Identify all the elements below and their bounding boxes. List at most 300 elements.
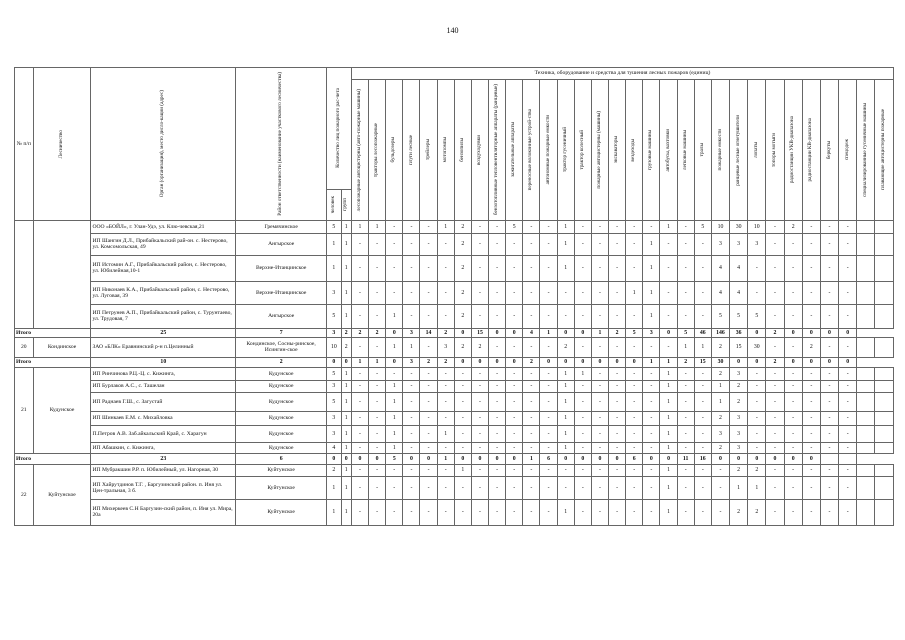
equipment-value: -: [540, 367, 557, 380]
equipment-value: -: [766, 281, 784, 304]
equipment-value: -: [839, 367, 857, 380]
equipment-value: -: [766, 464, 784, 476]
equipment-value: 0: [591, 453, 608, 464]
equipment-value: -: [643, 337, 660, 357]
org-address: ЗАО «БЛК» Еравнинский р-н п.Целинный: [91, 337, 236, 357]
equipment-value: [875, 337, 894, 357]
equipment-value: -: [471, 220, 488, 233]
equipment-value: -: [766, 392, 784, 411]
equipment-value: 36: [730, 328, 748, 337]
equipment-value: -: [802, 367, 820, 380]
equipment-value: 0: [369, 453, 386, 464]
equipment-value: -: [677, 425, 694, 442]
equipment-value: -: [591, 281, 608, 304]
people-count: 1: [327, 255, 341, 281]
equipment-value: -: [609, 255, 626, 281]
equipment-value: -: [748, 281, 766, 304]
equipment-value: -: [643, 380, 660, 392]
header-equipment-col: спецодеж: [839, 80, 857, 221]
equipment-value: 1: [386, 425, 403, 442]
equipment-value: 2: [420, 357, 437, 367]
header-equipment-col: ранцевые лесные огнетушители: [730, 80, 748, 221]
equipment-value: -: [420, 499, 437, 525]
equipment-value: -: [489, 442, 506, 453]
equipment-value: [875, 304, 894, 328]
groups-count: 1: [341, 476, 351, 499]
equipment-value: [875, 499, 894, 525]
equipment-value: -: [784, 281, 802, 304]
equipment-value: -: [694, 464, 711, 476]
equipment-value: 2: [748, 499, 766, 525]
equipment-value: -: [820, 337, 838, 357]
equipment-value: 2: [609, 328, 626, 337]
equipment-value: -: [626, 425, 643, 442]
equipment-value: 5: [677, 328, 694, 337]
equipment-value: -: [523, 233, 540, 255]
equipment-value: -: [471, 380, 488, 392]
header-forestry: Лесничество: [33, 68, 91, 221]
equipment-value: 0: [557, 453, 574, 464]
equipment-value: 2: [369, 328, 386, 337]
equipment-value: -: [626, 255, 643, 281]
groups-count: 2: [236, 357, 327, 367]
header-people: человек: [327, 189, 341, 220]
header-equipment-col: грузовые машины: [643, 80, 660, 221]
equipment-value: -: [694, 442, 711, 453]
equipment-value: 1: [643, 281, 660, 304]
responsibility-area: Кудунское: [236, 425, 327, 442]
people-count: 1: [327, 233, 341, 255]
equipment-value: -: [506, 304, 523, 328]
org-address: ИП Шангин Д.Л., Прибайкальский рай-он. с. Нестерово, ул. Комсомольская, 49: [91, 233, 236, 255]
equipment-value: 3: [730, 411, 748, 425]
equipment-value: 3: [711, 233, 729, 255]
equipment-value: [857, 425, 875, 442]
equipment-value: 3: [730, 442, 748, 453]
equipment-value: [857, 392, 875, 411]
equipment-value: 5: [748, 304, 766, 328]
equipment-value: -: [784, 304, 802, 328]
equipment-value: 1: [748, 476, 766, 499]
equipment-value: -: [802, 425, 820, 442]
equipment-value: -: [437, 392, 454, 411]
equipment-value: -: [506, 337, 523, 357]
equipment-value: -: [523, 476, 540, 499]
equipment-value: -: [766, 233, 784, 255]
equipment-value: -: [784, 380, 802, 392]
equipment-value: 3: [711, 425, 729, 442]
equipment-value: -: [523, 337, 540, 357]
header-equipment-col: специализированные гусеничные машины: [857, 80, 875, 221]
equipment-value: 1: [557, 411, 574, 425]
row-number: 20: [15, 337, 34, 357]
equipment-value: -: [437, 411, 454, 425]
equipment-value: -: [839, 380, 857, 392]
header-equipment-col: зажигательные аппараты: [506, 80, 523, 221]
people-count: 5: [327, 392, 341, 411]
equipment-value: -: [420, 411, 437, 425]
equipment-value: -: [802, 304, 820, 328]
table-row: [15, 411, 894, 425]
equipment-value: -: [820, 367, 838, 380]
equipment-value: [857, 411, 875, 425]
equipment-value: -: [748, 380, 766, 392]
equipment-value: 1: [351, 357, 368, 367]
equipment-value: -: [369, 442, 386, 453]
groups-count: 1: [341, 367, 351, 380]
equipment-value: 1: [643, 357, 660, 367]
equipment-value: -: [784, 233, 802, 255]
equipment-value: -: [643, 392, 660, 411]
equipment-value: -: [540, 304, 557, 328]
equipment-value: -: [351, 411, 368, 425]
equipment-value: -: [677, 476, 694, 499]
equipment-value: -: [540, 442, 557, 453]
equipment-value: -: [574, 425, 591, 442]
people-count: 3: [327, 380, 341, 392]
equipment-value: 2: [711, 442, 729, 453]
equipment-value: 1: [557, 499, 574, 525]
equipment-value: -: [386, 367, 403, 380]
equipment-value: 0: [626, 357, 643, 367]
equipment-value: -: [523, 411, 540, 425]
equipment-value: -: [574, 476, 591, 499]
equipment-value: 2: [711, 367, 729, 380]
header-no: № п/п: [15, 68, 34, 221]
equipment-value: -: [677, 220, 694, 233]
equipment-value: [875, 476, 894, 499]
header-personnel: Количество лиц пожарного рас-чета: [327, 68, 352, 190]
equipment-value: -: [471, 367, 488, 380]
equipment-value: -: [437, 255, 454, 281]
equipment-value: 1: [351, 220, 368, 233]
equipment-value: 3: [403, 328, 420, 337]
equipment-value: -: [471, 255, 488, 281]
equipment-value: -: [626, 220, 643, 233]
equipment-value: 0: [839, 328, 857, 337]
equipment-value: -: [609, 442, 626, 453]
equipment-value: -: [403, 464, 420, 476]
equipment-value: -: [369, 380, 386, 392]
org-address: ИП Никонаев К.А., Прибайкальский район, с. Нестерово, ул. Луговая, 39: [91, 281, 236, 304]
equipment-value: 0: [748, 357, 766, 367]
equipment-value: -: [420, 464, 437, 476]
header-equipment-col: пожарные автоцистерны (машины): [591, 80, 608, 221]
people-count: 23: [91, 453, 236, 464]
equipment-value: 1: [660, 392, 677, 411]
equipment-value: 0: [506, 357, 523, 367]
equipment-value: -: [420, 220, 437, 233]
equipment-value: -: [839, 337, 857, 357]
equipment-value: 0: [557, 328, 574, 337]
equipment-value: 30: [711, 357, 729, 367]
equipment-value: -: [523, 425, 540, 442]
equipment-value: 0: [784, 328, 802, 337]
equipment-value: -: [523, 499, 540, 525]
equipment-value: 0: [591, 357, 608, 367]
equipment-value: -: [437, 233, 454, 255]
equipment-value: 2: [730, 380, 748, 392]
equipment-value: 5: [506, 220, 523, 233]
equipment-value: [857, 442, 875, 453]
equipment-value: 2: [711, 411, 729, 425]
equipment-value: -: [820, 425, 838, 442]
equipment-value: -: [591, 233, 608, 255]
equipment-value: -: [437, 281, 454, 304]
equipment-value: -: [574, 337, 591, 357]
table-row: [15, 255, 894, 281]
equipment-value: -: [403, 499, 420, 525]
header-org: Орган (организация), место дисло-кации (адрес): [91, 68, 236, 221]
equipment-value: -: [660, 255, 677, 281]
equipment-value: 1: [643, 233, 660, 255]
equipment-value: -: [471, 442, 488, 453]
equipment-value: -: [557, 304, 574, 328]
equipment-value: 0: [489, 357, 506, 367]
equipment-value: 0: [660, 328, 677, 337]
responsibility-area: Ангырское: [236, 304, 327, 328]
equipment-value: 3: [327, 328, 341, 337]
equipment-value: 0: [341, 453, 351, 464]
equipment-value: -: [454, 499, 471, 525]
responsibility-area: Кудунское: [236, 367, 327, 380]
equipment-value: -: [802, 476, 820, 499]
people-count: 2: [327, 464, 341, 476]
equipment-value: 0: [471, 357, 488, 367]
equipment-value: -: [694, 411, 711, 425]
equipment-value: -: [694, 392, 711, 411]
header-equipment-col: легковые машины: [677, 80, 694, 221]
equipment-value: 0: [730, 357, 748, 367]
equipment-value: -: [802, 499, 820, 525]
groups-count: 7: [236, 328, 327, 337]
equipment-value: -: [489, 233, 506, 255]
equipment-value: 3: [730, 367, 748, 380]
equipment-value: [857, 281, 875, 304]
org-address: ИП Истомин А.Г., Прибайкальский район, с. Нестерово, ул. Юбилейная,10-1: [91, 255, 236, 281]
equipment-value: -: [711, 499, 729, 525]
header-equipment-col: беркуты: [820, 80, 838, 221]
equipment-value: 5: [711, 304, 729, 328]
equipment-value: -: [694, 281, 711, 304]
equipment-value: -: [820, 304, 838, 328]
equipment-value: 1: [730, 476, 748, 499]
equipment-value: -: [802, 220, 820, 233]
equipment-value: -: [820, 380, 838, 392]
equipment-value: -: [523, 464, 540, 476]
equipment-value: -: [626, 380, 643, 392]
equipment-value: -: [369, 304, 386, 328]
equipment-value: 2: [557, 337, 574, 357]
equipment-value: -: [386, 281, 403, 304]
equipment-value: [875, 367, 894, 380]
equipment-value: 1: [437, 425, 454, 442]
header-equipment-col: тракторы лесопожарные: [369, 80, 386, 221]
equipment-value: [875, 411, 894, 425]
equipment-value: -: [660, 281, 677, 304]
header-equipment-col: тралы: [694, 80, 711, 221]
equipment-value: -: [609, 499, 626, 525]
equipment-value: -: [626, 411, 643, 425]
table-row: [15, 220, 894, 233]
equipment-value: -: [839, 476, 857, 499]
equipment-value: -: [369, 411, 386, 425]
equipment-value: 1: [386, 411, 403, 425]
equipment-value: [875, 281, 894, 304]
equipment-value: 1: [643, 255, 660, 281]
equipment-value: 0: [711, 453, 729, 464]
responsibility-area: Куйтунское: [236, 464, 327, 476]
equipment-value: -: [591, 476, 608, 499]
responsibility-area: Кондинское, Сосны-ринское, Исингин-ское: [236, 337, 327, 357]
org-address: П.Петров А.В. Заб.айкальский Край, с. Харагун: [91, 425, 236, 442]
equipment-value: -: [574, 281, 591, 304]
equipment-value: 0: [784, 357, 802, 367]
equipment-value: -: [420, 281, 437, 304]
equipment-value: -: [403, 442, 420, 453]
equipment-value: -: [403, 304, 420, 328]
equipment-value: -: [351, 255, 368, 281]
equipment-value: -: [609, 337, 626, 357]
equipment-value: 1: [660, 357, 677, 367]
total-label: Итого: [15, 453, 91, 464]
equipment-value: 0: [341, 357, 351, 367]
equipment-value: -: [557, 281, 574, 304]
people-count: 25: [91, 328, 236, 337]
equipment-value: -: [766, 476, 784, 499]
equipment-value: -: [540, 380, 557, 392]
equipment-value: -: [766, 499, 784, 525]
equipment-value: 2: [454, 304, 471, 328]
equipment-value: -: [591, 411, 608, 425]
equipment-value: -: [677, 411, 694, 425]
equipment-value: [857, 367, 875, 380]
equipment-value: -: [591, 337, 608, 357]
equipment-value: [875, 220, 894, 233]
equipment-value: -: [351, 367, 368, 380]
equipment-value: -: [820, 464, 838, 476]
equipment-value: -: [694, 233, 711, 255]
responsibility-area: Куйтунское: [236, 476, 327, 499]
equipment-value: -: [557, 464, 574, 476]
equipment-value: -: [454, 380, 471, 392]
equipment-value: 1: [369, 357, 386, 367]
equipment-value: 0: [609, 453, 626, 464]
equipment-value: -: [609, 411, 626, 425]
equipment-value: [857, 304, 875, 328]
equipment-value: -: [574, 255, 591, 281]
equipment-value: -: [471, 476, 488, 499]
page-number: 140: [446, 26, 459, 35]
org-address: ИП Михеркеев С.Н Баргузин-ский район, п. Иня ул. Мира, 20а: [91, 499, 236, 525]
equipment-value: -: [523, 367, 540, 380]
equipment-value: 0: [839, 357, 857, 367]
equipment-value: -: [489, 337, 506, 357]
equipment-value: 1: [660, 425, 677, 442]
equipment-value: 0: [766, 453, 784, 464]
people-count: 1: [327, 499, 341, 525]
equipment-value: 3: [643, 328, 660, 337]
people-count: 5: [327, 220, 341, 233]
equipment-value: -: [784, 392, 802, 411]
equipment-value: -: [471, 464, 488, 476]
equipment-value: -: [523, 255, 540, 281]
equipment-value: -: [489, 464, 506, 476]
equipment-value: -: [820, 411, 838, 425]
responsibility-area: Верхне-Итанцинское: [236, 255, 327, 281]
equipment-value: -: [591, 380, 608, 392]
equipment-value: -: [506, 499, 523, 525]
equipment-value: -: [386, 220, 403, 233]
responsibility-area: Верхне-Итанцинское: [236, 281, 327, 304]
equipment-value: -: [386, 464, 403, 476]
equipment-value: -: [820, 476, 838, 499]
equipment-value: 3: [748, 233, 766, 255]
equipment-value: -: [540, 337, 557, 357]
equipment-value: -: [506, 233, 523, 255]
equipment-value: -: [403, 367, 420, 380]
equipment-value: -: [574, 233, 591, 255]
equipment-value: 0: [386, 357, 403, 367]
equipment-value: 1: [540, 328, 557, 337]
equipment-value: [875, 233, 894, 255]
equipment-value: [875, 442, 894, 453]
groups-count: 6: [236, 453, 327, 464]
equipment-value: -: [540, 220, 557, 233]
equipment-value: -: [609, 220, 626, 233]
equipment-value: 1: [557, 255, 574, 281]
equipment-value: 2: [341, 328, 351, 337]
equipment-value: 1: [523, 453, 540, 464]
equipment-value: -: [626, 499, 643, 525]
header-equipment-col: экскаваторы: [609, 80, 626, 221]
equipment-value: 4: [730, 281, 748, 304]
equipment-value: 15: [694, 357, 711, 367]
equipment-value: 2: [454, 337, 471, 357]
header-equipment-col: мотопомпы: [437, 80, 454, 221]
equipment-value: -: [540, 425, 557, 442]
header-equipment-col: лопаты: [748, 80, 766, 221]
equipment-value: 15: [730, 337, 748, 357]
equipment-value: -: [643, 425, 660, 442]
equipment-value: -: [766, 304, 784, 328]
equipment-value: -: [420, 442, 437, 453]
equipment-value: [857, 255, 875, 281]
equipment-value: 3: [403, 357, 420, 367]
equipment-value: 1: [660, 380, 677, 392]
equipment-value: [857, 233, 875, 255]
equipment-value: -: [677, 464, 694, 476]
equipment-value: 1: [557, 425, 574, 442]
equipment-value: 2: [454, 233, 471, 255]
equipment-value: -: [420, 380, 437, 392]
equipment-value: -: [403, 476, 420, 499]
equipment-value: -: [839, 464, 857, 476]
header-equipment-col: трейлеры: [420, 80, 437, 221]
equipment-value: 2: [766, 357, 784, 367]
equipment-value: -: [609, 380, 626, 392]
header-equipment-col: бензотопливные тепловентиляторные аппараты (ранцевые): [489, 80, 506, 221]
equipment-value: -: [489, 304, 506, 328]
equipment-value: 14: [420, 328, 437, 337]
equipment-value: 5: [386, 453, 403, 464]
equipment-value: -: [626, 337, 643, 357]
equipment-value: -: [454, 392, 471, 411]
equipment-value: 4: [711, 255, 729, 281]
equipment-value: -: [643, 220, 660, 233]
groups-count: 1: [341, 425, 351, 442]
equipment-value: -: [591, 367, 608, 380]
